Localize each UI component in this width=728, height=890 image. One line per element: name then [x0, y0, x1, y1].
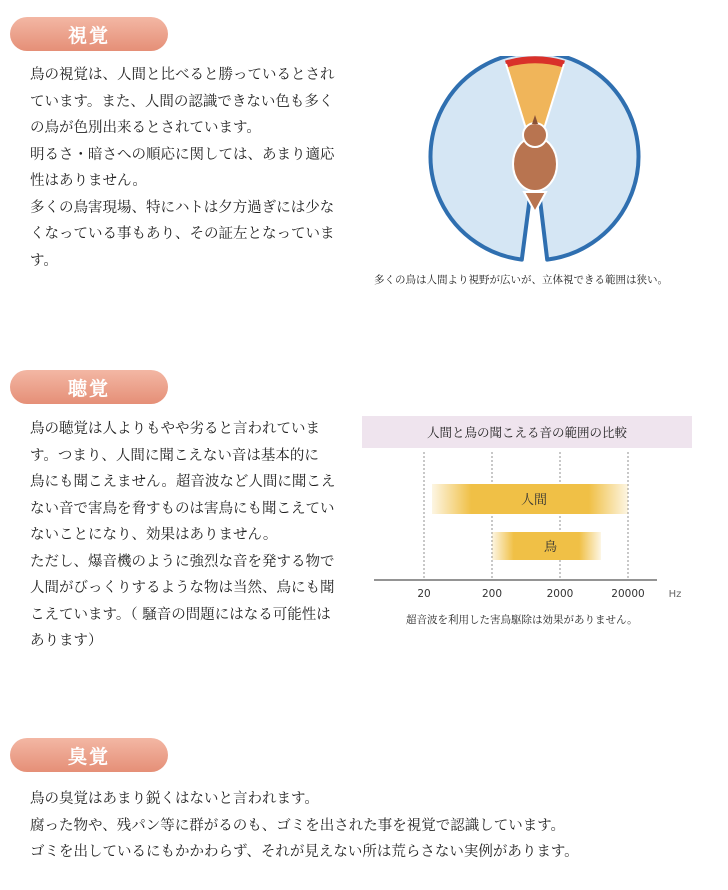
hearing-caption: 超音波を利用した害鳥駆除は効果がありません。 [406, 614, 638, 626]
vision-line: くなっている事もあり、その証左となっていま [30, 226, 335, 242]
section-title-vision: 視覚 [10, 17, 168, 51]
axis-unit-label: Hz [668, 589, 682, 600]
vision-line: 性はありません。 [30, 173, 147, 189]
hearing-line: あります） [30, 633, 103, 649]
hearing-line: ないことになり、効果はありません。 [30, 527, 278, 543]
hearing-range-chart [362, 412, 692, 608]
hearing-line: 人間がびっくりするような物は当然、鳥にも聞 [30, 580, 335, 596]
smell-text [30, 786, 579, 866]
hearing-line: 鳥にも聞こえません。超音波など人間に聞こえ [30, 474, 336, 490]
vision-text [30, 62, 335, 274]
range-bar-label: 鳥 [543, 540, 557, 555]
vision-caption: 多くの鳥は人間より視野が広いが、立体視できる範囲は狭い。 [374, 274, 668, 286]
smell-line: 腐った物や、残パン等に群がるのも、ゴミを出された事を視覚で認識しています。 [30, 817, 566, 834]
section-title-hearing: 聴覚 [10, 370, 168, 404]
hearing-text [30, 416, 335, 655]
bird-visual-field-diagram [426, 56, 644, 262]
chart-title: 人間と鳥の聞こえる音の範囲の比較 [426, 425, 628, 440]
range-bar-label: 人間 [520, 493, 548, 508]
smell-line: ゴミを出しているにもかかわらず、それが見えない所は荒らさない実例があります。 [30, 844, 579, 860]
hearing-line: ただし、爆音機のように強烈な音を発する物で [30, 553, 335, 570]
hearing-line: ない音で害鳥を脅すものは害鳥にも聞こえてい [30, 500, 335, 517]
vision-line: ています。また、人間の認識できない色も多く [30, 93, 334, 110]
tick-label: 2000 [546, 588, 574, 600]
tick-label: 20 [417, 588, 431, 600]
vision-line: 鳥の視覚は、人間と比べると勝っているとされ [30, 67, 335, 83]
hearing-line: 鳥の聴覚は人よりもやや劣ると言われていま [30, 421, 320, 437]
hearing-line: す。つまり、人間に聞こえない音は基本的に [30, 447, 319, 464]
vision-line: の鳥が色別出来るとされています。 [30, 120, 261, 136]
tick-label: 200 [481, 588, 503, 600]
tick-label: 20000 [611, 588, 645, 600]
section-title-smell: 臭覚 [10, 738, 168, 772]
vision-line: 多くの鳥害現場、特にハトは夕方過ぎには少な [30, 199, 335, 216]
smell-line: 鳥の臭覚はあまり鋭くはないと言われます。 [30, 791, 319, 807]
hearing-line: こえています。（ 騒音の問題にはなる可能性は [30, 606, 331, 623]
vision-line: す。 [30, 252, 58, 269]
vision-line: 明るさ・暗さへの順応に関しては、あまり適応 [30, 146, 335, 163]
